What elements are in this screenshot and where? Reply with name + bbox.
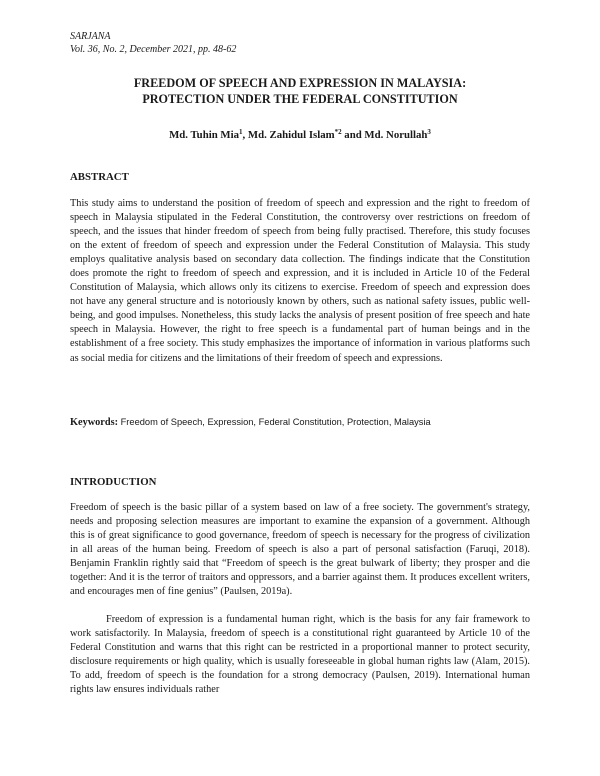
author-name: Md. Tuhin Mia <box>169 129 239 141</box>
abstract-heading: ABSTRACT <box>70 171 129 183</box>
journal-issue: Vol. 36, No. 2, December 2021, pp. 48-62 <box>70 43 237 55</box>
journal-name: SARJANA <box>70 31 111 42</box>
keywords-label: Keywords: <box>70 417 119 428</box>
introduction-paragraph-1: Freedom of speech is the basic pillar of a system based on law of a free society. The government's strategy, needs and proposing selection measures are important to examine the expansion of a government. Although this is of great significance to good governance, freedom of speech is necessary for the progress of civilization in all areas of the human being. Freedom of speech is also a part of personal satisfaction (Faruqi, 2018). Benjamin Franklin rightly said that “Freedom of speech is the great bulwark of liberty; they prosper and die together: And it is the terror of traitors and oppressors, and a barrier against them. It produces excellent writers, and encourages men of fine genius” (Paulsen, 2019a). <box>70 502 530 598</box>
introduction-paragraph-2: Freedom of expression is a fundamental human right, which is the basis for any fair framework to work satisfactorily. In Malaysia, freedom of speech is a constitutional right guaranteed by Article 10 of the Federal Constitution and warns that this right can be restricted in a proportional manner to protect security, disclosure requirements or high quality, which is usually foreseeable in global human rights law (Alam, 2015). To add, freedom of speech is the foundation for a strong democracy (Paulsen, 2019). International human rights law ensures individuals rather <box>70 614 530 696</box>
keywords-value: Freedom of Speech, Expression, Federal Constitution, Protection, Malaysia <box>120 417 431 427</box>
paper-title <box>60 76 540 107</box>
author-name: Md. Norullah <box>364 129 428 141</box>
author-affiliation: 1 <box>239 128 243 136</box>
abstract-text: This study aims to understand the position of freedom of speech and expression and the right to freedom of speech in Malaysia stipulated in the Federal Constitution, the controversy over restrictions on freedom of speech, and the issues that hinder freedom of speech from being fully practised. Therefore, this study focuses on the extent of freedom of speech and expression under the Federal Constitution of Malaysia. This study employs qualitative analysis based on secondary data collection. The findings indicate that the Constitution does promote the right to freedom of speech and expression, and it is included in Article 10 of the Federal Constitution of Malaysia, which allows only its citizens to exercise. Freedom of speech and expression does not have any general structure and is notoriously known by others, such as national safety issues, public well-being, and good impulses. Nonetheless, this study lacks the analysis of present position of free speech and hate speech in Malaysia. However, the right to free speech is a fundamental part of human beings and in the establishment of a free society. This study emphasizes the importance of information in various platforms such as social media for citizens and the limitations of their freedom of speech and expressions. <box>70 198 530 364</box>
author-list <box>60 129 540 141</box>
author-affiliation: 3 <box>427 128 431 136</box>
journal-header <box>70 31 236 56</box>
author-separator: , <box>242 129 248 141</box>
author-name: Md. Zahidul Islam <box>247 129 335 141</box>
author-separator: and <box>341 129 365 141</box>
title-line-1: FREEDOM OF SPEECH AND EXPRESSION IN MALAYSIA: <box>133 76 467 90</box>
introduction-heading: INTRODUCTION <box>70 476 157 488</box>
keywords <box>70 417 540 428</box>
title-line-2: PROTECTION UNDER THE FEDERAL CONSTITUTION <box>142 91 458 106</box>
author-affiliation: *2 <box>334 128 342 136</box>
